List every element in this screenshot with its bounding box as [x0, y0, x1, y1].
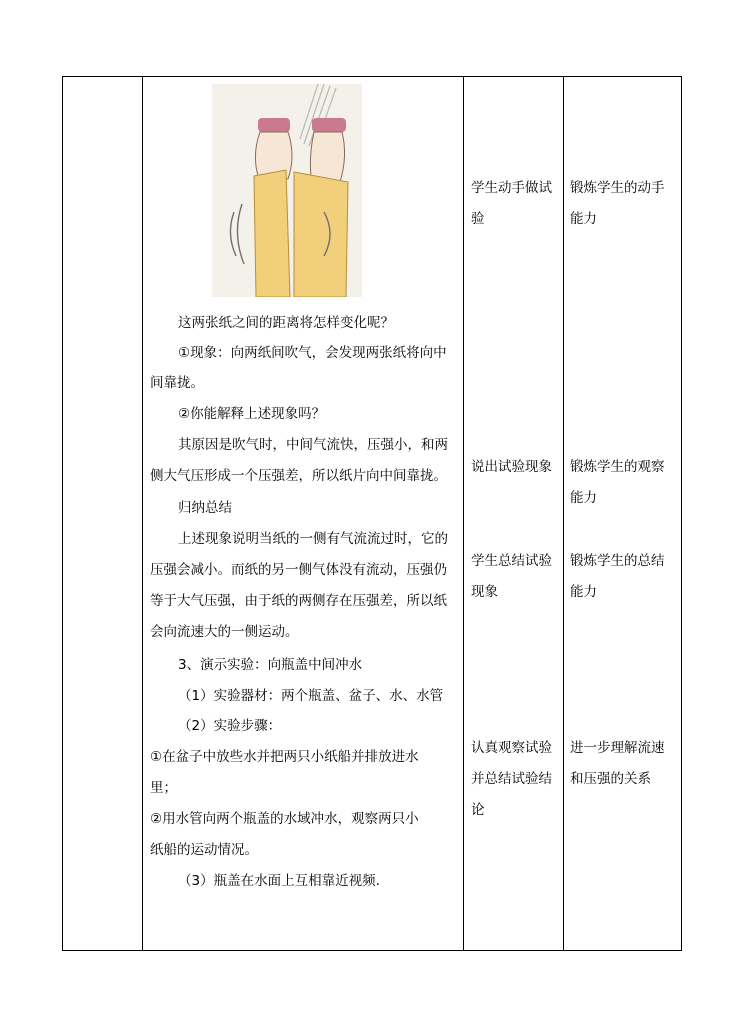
student-activity-1: 学生动手做试 [471, 180, 552, 196]
design-intent-2-cont: 能力 [570, 490, 597, 506]
student-activity-3: 学生总结试验 [471, 553, 552, 569]
student-activity-2: 说出试验现象 [471, 459, 552, 475]
summary-text-cont: 压强会减小。而纸的另一侧气体没有流动，压强仍 [150, 562, 447, 578]
step-one-text: ①在盆子中放些水并把两只小纸船并排放进水 [150, 749, 419, 765]
demo-title: 3、演示实验：向瓶盖中间冲水 [178, 657, 363, 673]
column-divider [142, 77, 143, 950]
student-activity-4-cont: 论 [471, 802, 485, 818]
design-intent-3: 锻炼学生的总结 [570, 553, 665, 569]
design-intent-4-cont: 和压强的关系 [570, 771, 651, 787]
student-activity-4: 认真观察试验 [471, 740, 552, 756]
phenomenon-text: ①现象：向两纸间吹气，会发现两张纸将向中 [178, 345, 447, 361]
summary-title: 归纳总结 [178, 500, 232, 516]
design-intent-4: 进一步理解流速 [570, 740, 665, 756]
explain-question: ②你能解释上述现象吗？ [178, 406, 326, 422]
summary-text: 上述现象说明当纸的一侧有气流流过时，它的 [178, 531, 448, 547]
reason-text: 其原因是吹气时，中间气流快，压强小，和两 [178, 437, 448, 453]
student-activity-3-cont: 现象 [471, 584, 498, 600]
step-one-text-cont: 里； [150, 780, 177, 796]
column-divider [463, 77, 464, 950]
paper-experiment-illustration [212, 84, 362, 297]
question-text: 这两张纸之间的距离将怎样变化呢？ [178, 315, 394, 331]
step-three-text: （3）瓶盖在水面上互相靠近视频. [178, 873, 380, 889]
design-intent-1: 锻炼学生的动手 [570, 180, 665, 196]
step-two-text-cont: 纸船的运动情况。 [150, 842, 258, 858]
column-divider [563, 77, 564, 950]
student-activity-4-cont: 并总结试验结 [471, 771, 552, 787]
step-two-text: ②用水管向两个瓶盖的水域冲水，观察两只小 [150, 811, 419, 827]
design-intent-2: 锻炼学生的观察 [570, 459, 665, 475]
reason-text-cont: 侧大气压形成一个压强差，所以纸片向中间靠拢。 [150, 468, 447, 484]
design-intent-3-cont: 能力 [570, 584, 597, 600]
phenomenon-text-cont: 间靠拢。 [150, 375, 204, 391]
steps-title: （2）实验步骤： [178, 718, 282, 734]
summary-text-cont: 会向流速大的一侧运动。 [150, 624, 299, 640]
summary-text-cont: 等于大气压强，由于纸的两侧存在压强差，所以纸 [150, 593, 447, 609]
design-intent-1-cont: 能力 [570, 211, 597, 227]
student-activity-1-cont: 验 [471, 211, 485, 227]
materials-text: （1）实验器材：两个瓶盖、盆子、水、水管 [178, 688, 444, 704]
